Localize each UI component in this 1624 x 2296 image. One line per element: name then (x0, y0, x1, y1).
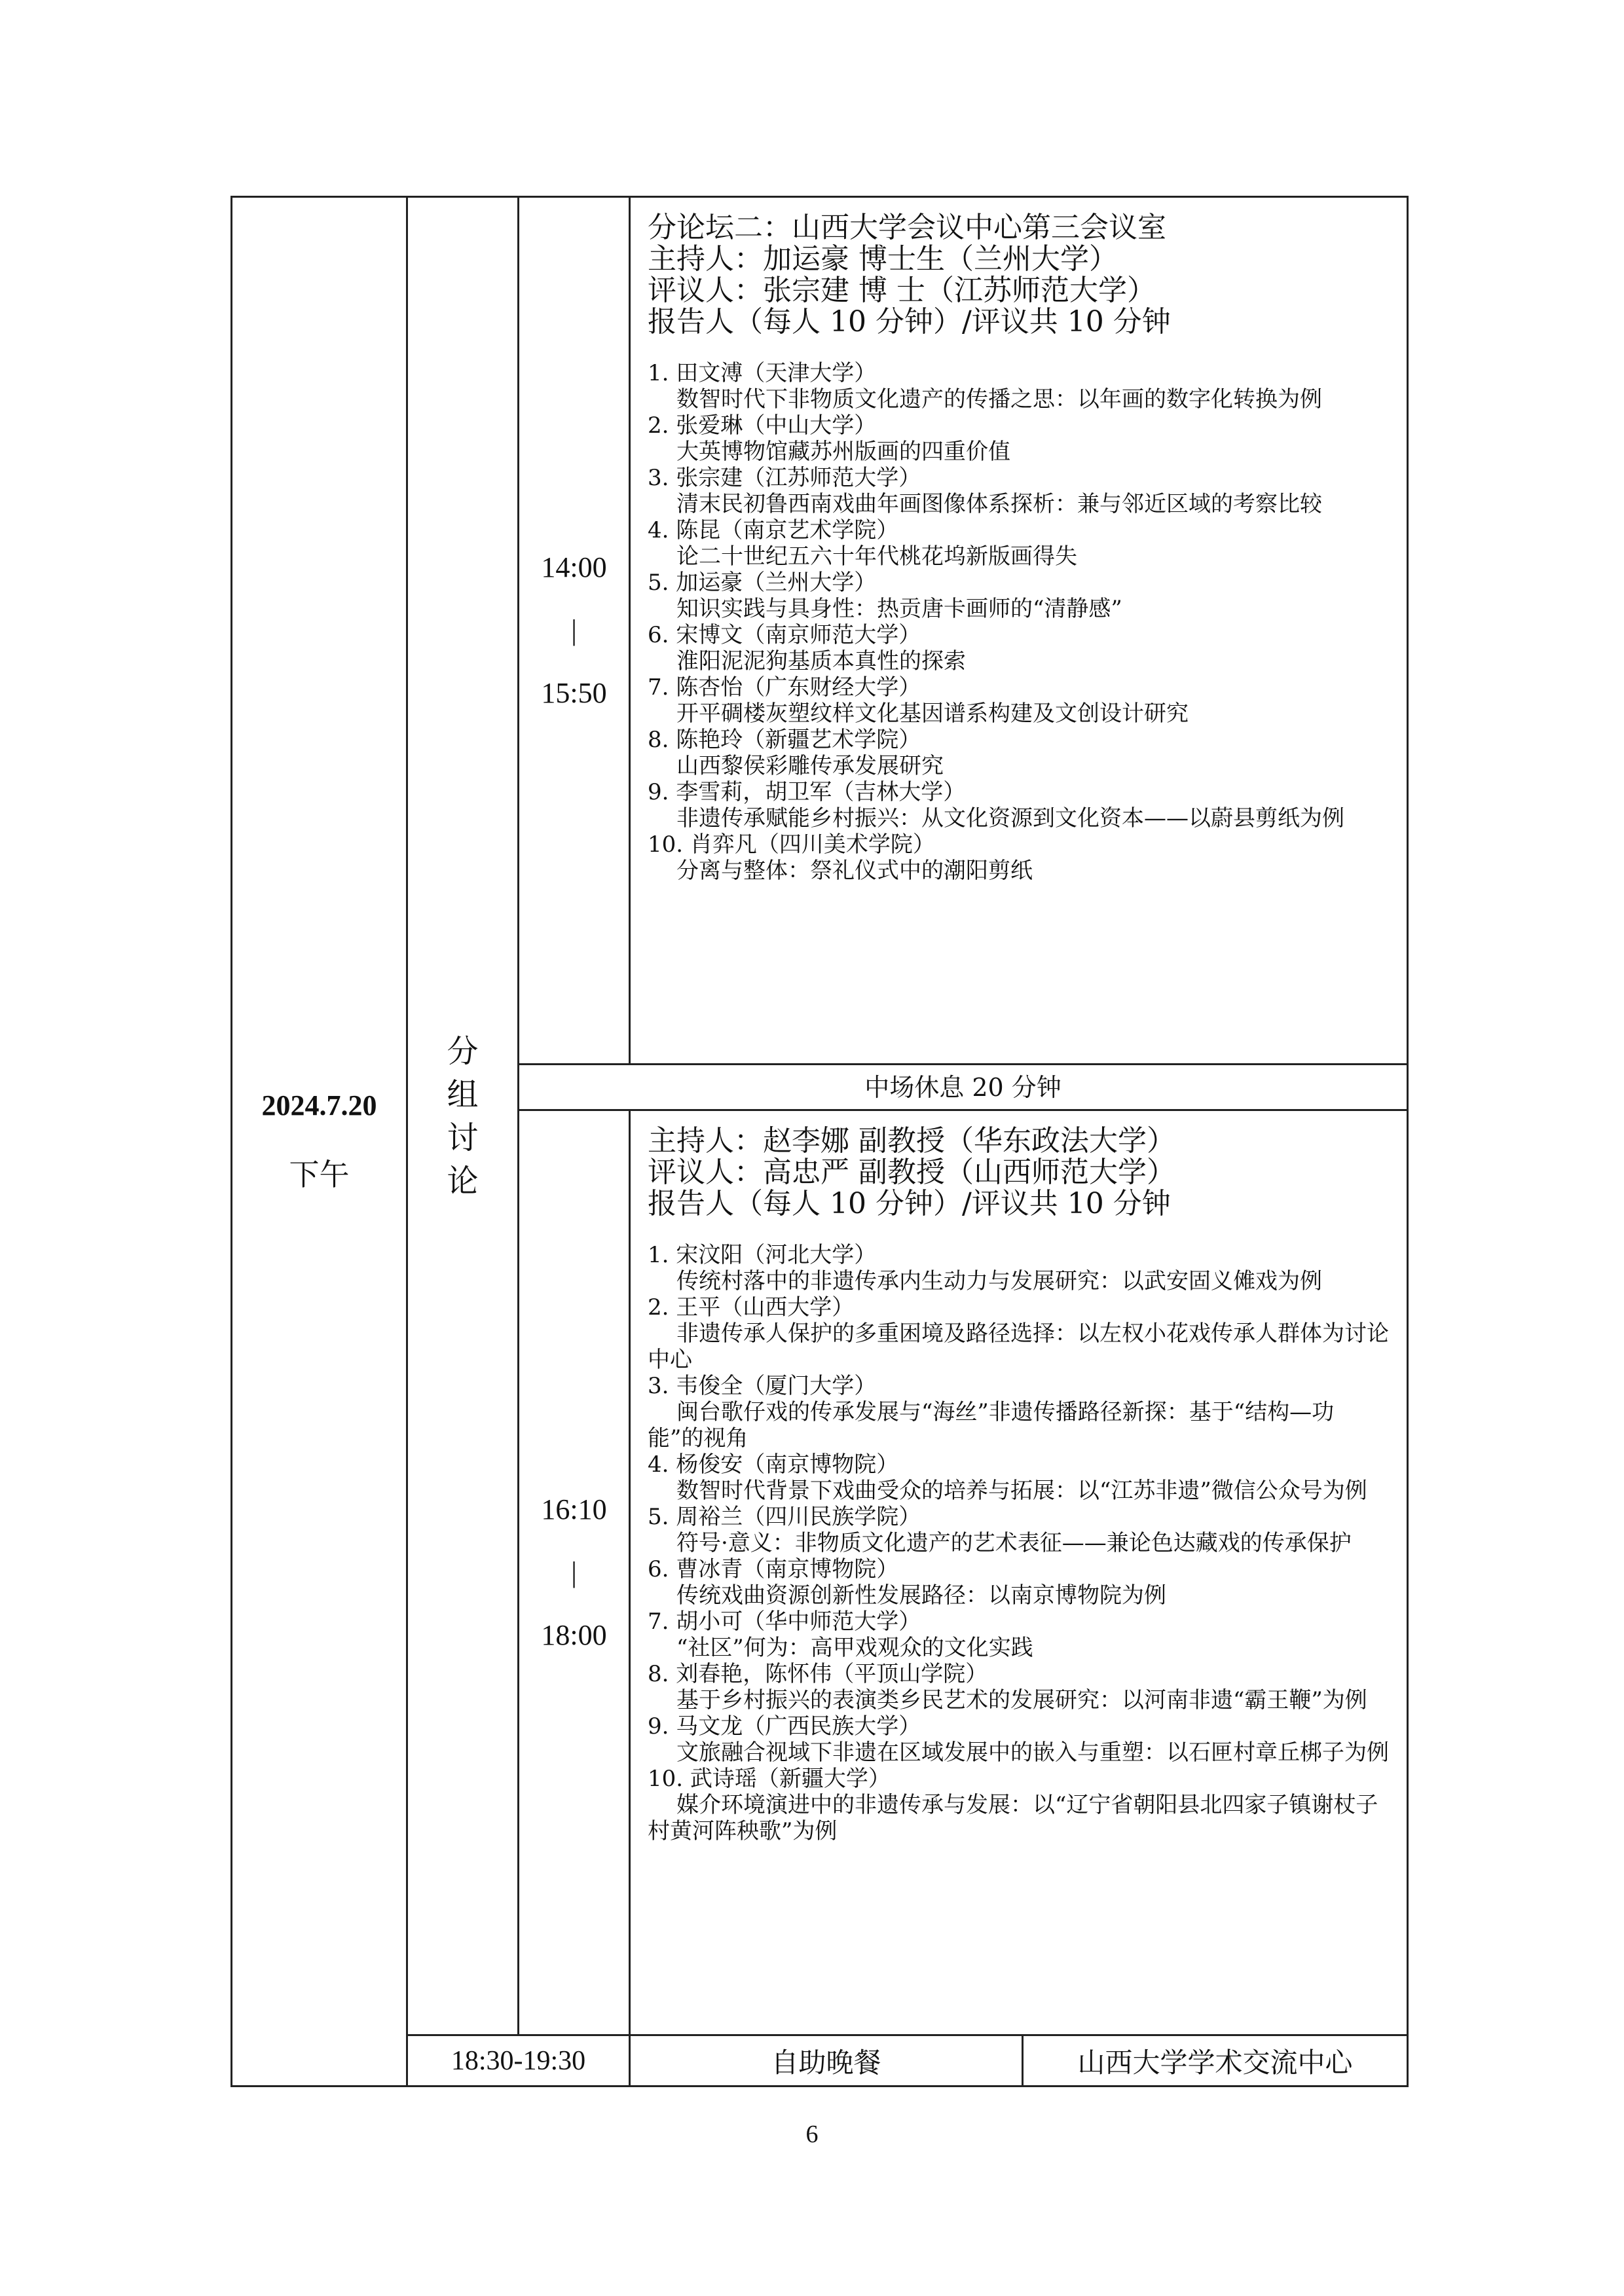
session2-time-end: 18:00 (541, 1619, 607, 1651)
group-label-char: 讨 (447, 1119, 479, 1156)
session2-header (648, 1125, 1390, 1220)
presenter-line: 9. 马文龙（广西民族大学） (648, 1713, 921, 1740)
dinner-place-cell (1023, 2035, 1408, 2086)
session2-time-cell (519, 1110, 630, 2035)
reporter-rule-line: 报告人（每人 10 分钟）/评议共 10 分钟 (648, 1187, 1171, 1220)
dinner-time-cell (407, 2035, 630, 2086)
report-title: 山西黎侯彩雕传承发展研究 (676, 753, 944, 779)
session1-header (648, 212, 1390, 338)
presenter-line: 7. 胡小可（华中师范大学） (648, 1609, 921, 1635)
report-title: 符号·意义：非物质文化遗产的艺术表征——兼论色达藏戏的传承保护 (676, 1530, 1352, 1556)
session2-time-start: 16:10 (541, 1493, 607, 1525)
dinner-event-cell (630, 2035, 1023, 2086)
report-title: 传统戏曲资源创新性发展路径：以南京博物院为例 (676, 1582, 1166, 1609)
session1-report-list (648, 360, 1390, 884)
time-separator: | (571, 1556, 577, 1588)
presenter-line: 5. 周裕兰（四川民族学院） (648, 1504, 921, 1530)
report-title: 非遗传承赋能乡村振兴：从文化资源到文化资本——以蔚县剪纸为例 (676, 805, 1344, 831)
report-title: 知识实践与具身性：热贡唐卡画师的“清静感” (676, 596, 1122, 622)
presenter-line: 6. 曹冰青（南京博物院） (648, 1556, 899, 1582)
presenter-line: 2. 王平（山西大学） (648, 1294, 855, 1321)
presenter-line: 4. 陈昆（南京艺术学院） (648, 517, 899, 543)
dinner-place: 山西大学学术交流中心 (1077, 2046, 1353, 2079)
forum-title: 分论坛二：山西大学会议中心第三会议室 (648, 211, 1166, 244)
session2-content (630, 1110, 1408, 2035)
presenter-line: 1. 宋汶阳（河北大学） (648, 1242, 877, 1268)
report-title: “社区”何为：高甲戏观众的文化实践 (676, 1635, 1033, 1661)
presenter-line: 5. 加运豪（兰州大学） (648, 570, 877, 596)
report-title: 淮阳泥泥狗基质本真性的探索 (676, 648, 966, 674)
half-day-label: 下午 (289, 1157, 350, 1192)
date-cell (232, 197, 407, 2086)
report-title: 清末民初鲁西南戏曲年画图像体系探析：兼与邻近区域的考察比较 (676, 491, 1322, 517)
presenter-line: 3. 韦俊全（厦门大学） (648, 1373, 877, 1399)
report-title: 传统村落中的非遗传承内生动力与发展研究：以武安固义傩戏为例 (676, 1268, 1322, 1294)
presenter-line: 7. 陈杏怡（广东财经大学） (648, 674, 921, 701)
report-title: 媒介环境演进中的非遗传承与发展：以“辽宁省朝阳县北四家子镇谢杖子村黄河阵秧歌”为例 (648, 1792, 1378, 1844)
reviewer-line: 评议人：张宗建 博 士（江苏师范大学） (648, 274, 1156, 307)
session1-time-cell (519, 197, 630, 1065)
report-title: 大英博物馆藏苏州版画的四重价值 (676, 439, 1010, 465)
page-number: 6 (805, 2121, 819, 2148)
presenter-line: 8. 刘春艳，陈怀伟（平顶山学院） (648, 1661, 988, 1687)
reporter-rule-line: 报告人（每人 10 分钟）/评议共 10 分钟 (648, 305, 1171, 338)
date-label: 2024.7.20 (261, 1089, 377, 1121)
session1-content (630, 197, 1408, 1065)
reviewer-line: 评议人：高忠严 副教授（山西师范大学） (648, 1156, 1175, 1189)
presenter-line: 10. 武诗瑶（新疆大学） (648, 1766, 891, 1792)
presenter-line: 4. 杨俊安（南京博物院） (648, 1451, 899, 1478)
host-line: 主持人：赵李娜 副教授（华东政法大学） (648, 1124, 1175, 1157)
session2-report-list (648, 1242, 1390, 1844)
report-title: 文旅融合视域下非遗在区域发展中的嵌入与重塑：以石匣村章丘梆子为例 (676, 1740, 1389, 1766)
presenter-line: 2. 张爱琳（中山大学） (648, 412, 877, 439)
presenter-line: 6. 宋博文（南京师范大学） (648, 622, 921, 648)
presenter-line: 3. 张宗建（江苏师范大学） (648, 465, 921, 491)
break-cell (519, 1065, 1408, 1110)
session1-time-end: 15:50 (541, 677, 607, 709)
session1-time-start: 14:00 (541, 551, 607, 583)
report-title: 分离与整体：祭礼仪式中的潮阳剪纸 (676, 858, 1033, 884)
group-discussion-cell (407, 197, 519, 2035)
host-line: 主持人：加运豪 博士生（兰州大学） (648, 242, 1118, 276)
report-title: 非遗传承人保护的多重困境及路径选择：以左权小花戏传承人群体为讨论中心 (648, 1321, 1389, 1373)
group-label-char: 组 (447, 1076, 479, 1113)
group-label-char: 论 (447, 1162, 479, 1199)
time-separator: | (571, 614, 577, 646)
report-title: 闽台歌仔戏的传承发展与“海丝”非遗传播路径新探：基于“结构—功能”的视角 (648, 1399, 1335, 1451)
presenter-line: 8. 陈艳玲（新疆艺术学院） (648, 727, 921, 753)
presenter-line: 1. 田文溥（天津大学） (648, 360, 877, 386)
report-title: 论二十世纪五六十年代桃花坞新版画得失 (676, 543, 1077, 570)
dinner-time: 18:30-19:30 (451, 2045, 586, 2076)
report-title: 基于乡村振兴的表演类乡民艺术的发展研究：以河南非遗“霸王鞭”为例 (676, 1687, 1367, 1713)
schedule-table (231, 196, 1409, 2087)
report-title: 开平碉楼灰塑纹样文化基因谱系构建及文创设计研究 (676, 701, 1189, 727)
presenter-line: 9. 李雪莉，胡卫军（吉林大学） (648, 779, 966, 805)
group-label-char: 分 (447, 1032, 479, 1070)
break-text: 中场休息 20 分钟 (864, 1072, 1061, 1102)
report-title: 数智时代下非物质文化遗产的传播之思：以年画的数字化转换为例 (676, 386, 1322, 412)
report-title: 数智时代背景下戏曲受众的培养与拓展：以“江苏非遗”微信公众号为例 (676, 1478, 1367, 1504)
presenter-line: 10. 肖弈凡（四川美术学院） (648, 831, 935, 858)
dinner-event: 自助晚餐 (771, 2046, 881, 2079)
